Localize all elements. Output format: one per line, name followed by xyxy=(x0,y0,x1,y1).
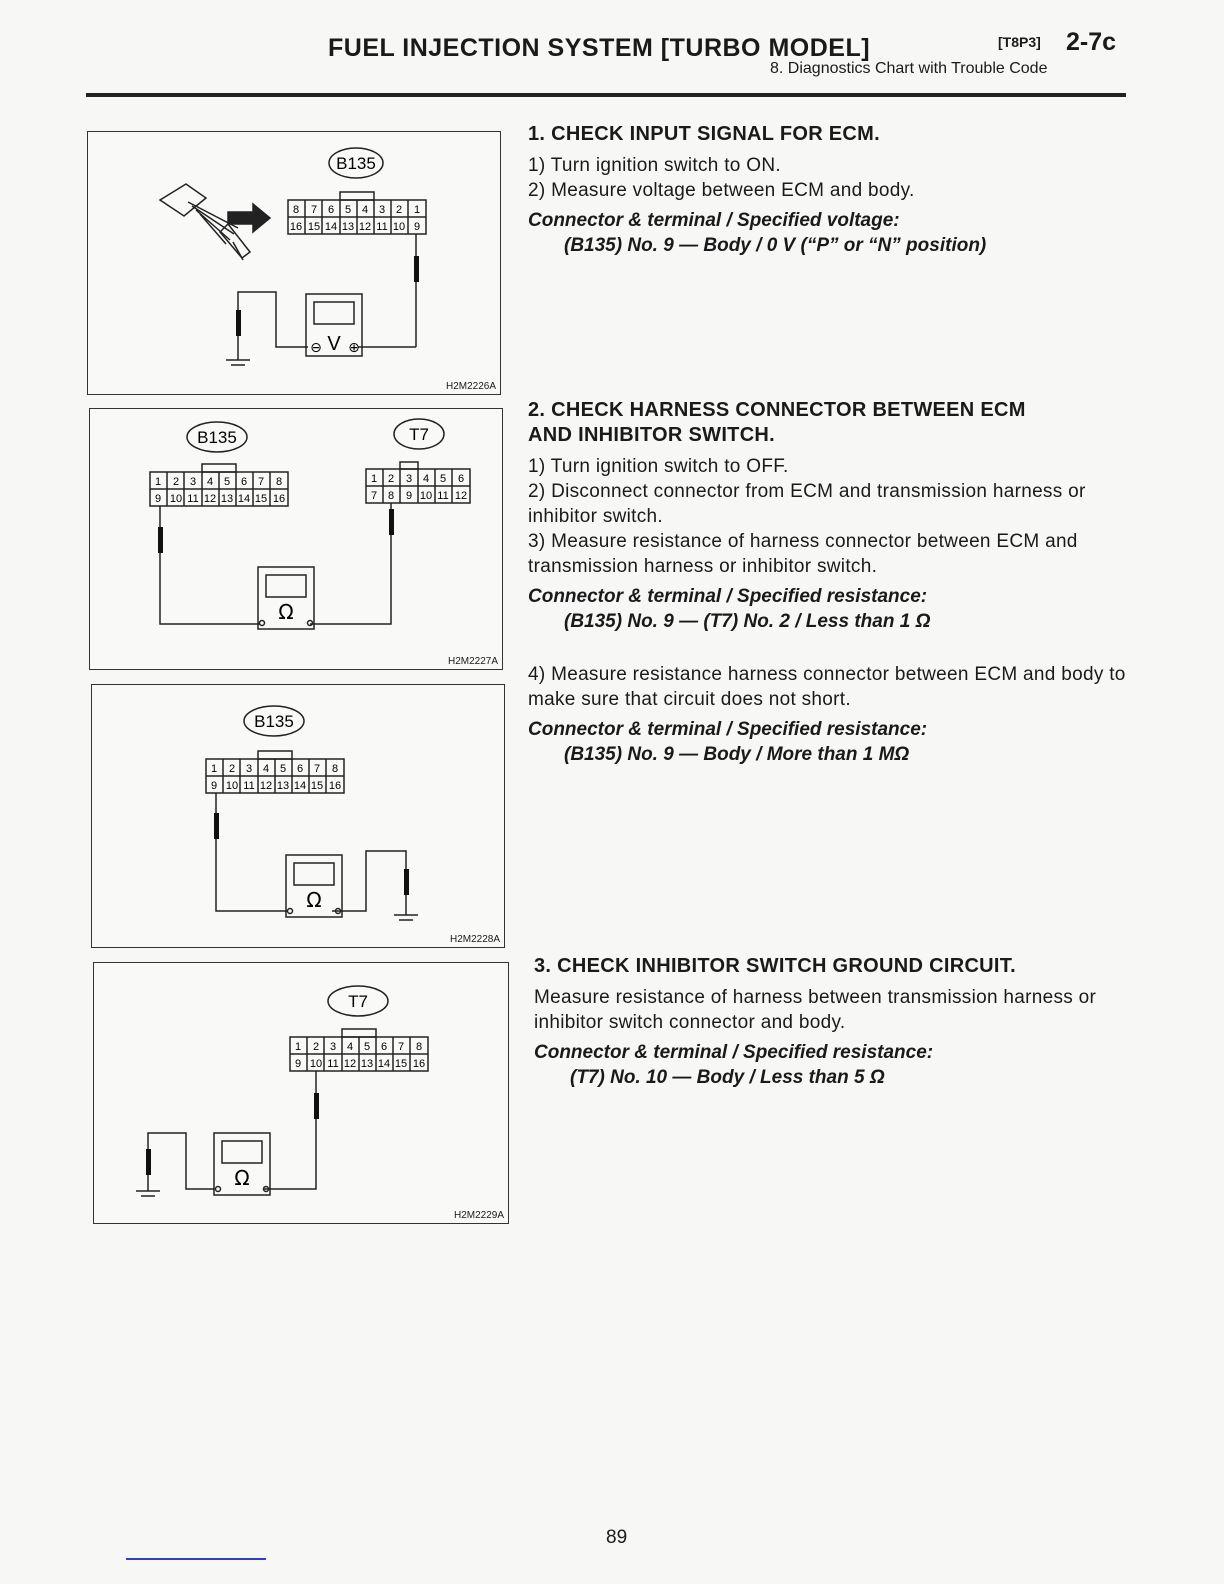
pin-label: 14 xyxy=(293,780,307,792)
pin-label: 13 xyxy=(341,221,355,233)
spec-label: Connector & terminal / Specified resistance: xyxy=(534,1042,934,1063)
spec-label: Connector & terminal / Specified resistance: xyxy=(528,586,928,607)
section-input-signal xyxy=(528,122,1128,258)
figure-id: H2M2227A xyxy=(447,656,498,667)
pin-label: 12 xyxy=(259,780,273,792)
voltage-check-diagram xyxy=(88,132,500,394)
section-heading: 1. CHECK INPUT SIGNAL FOR ECM. xyxy=(528,123,880,145)
pin-label: 1 xyxy=(413,204,421,216)
pin-label: 14 xyxy=(377,1058,391,1070)
plus-terminal-icon: ⊕ xyxy=(348,340,360,356)
pin-label: 12 xyxy=(358,221,372,233)
ground-check-diagram xyxy=(94,963,508,1223)
pin-label: 11 xyxy=(437,490,449,502)
pin-label: 13 xyxy=(276,780,290,792)
pin-label: 7 xyxy=(313,763,321,775)
step-text: 4) Measure resistance harness connector between ECM and body to make sure that circuit does not short. xyxy=(528,664,1126,710)
pin-label: 5 xyxy=(363,1041,371,1053)
pin-label: 14 xyxy=(237,493,251,505)
ohmmeter-icon: Ω xyxy=(234,1166,250,1190)
pin-label: 5 xyxy=(344,204,352,216)
pin-label: 6 xyxy=(240,476,248,488)
section-heading: 3. CHECK INHIBITOR SWITCH GROUND CIRCUIT. xyxy=(534,955,1016,977)
pin-label: 15 xyxy=(310,780,324,792)
connector-label: B135 xyxy=(254,712,294,731)
pin-label: 14 xyxy=(324,221,338,233)
pin-label: 5 xyxy=(439,473,447,485)
figure-ground-check xyxy=(93,962,509,1224)
page-number: 89 xyxy=(606,1527,628,1548)
pin-label: 7 xyxy=(257,476,265,488)
pin-label: 2 xyxy=(387,473,395,485)
pin-label: 11 xyxy=(243,780,255,792)
minus-terminal-icon: ⊖ xyxy=(310,340,322,356)
figure-id: H2M2226A xyxy=(445,381,496,392)
step-text: 3) Measure resistance of harness connector between ECM and transmission harness or inhibitor switch. xyxy=(528,531,1078,577)
pin-label: 9 xyxy=(210,780,218,792)
pin-label: 8 xyxy=(275,476,283,488)
short-check-diagram xyxy=(92,685,504,947)
spec-value: (B135) No. 9 — Body / More than 1 MΩ xyxy=(564,744,910,765)
pin-label: 10 xyxy=(309,1058,323,1070)
spec-value: (B135) No. 9 — (T7) No. 2 / Less than 1 Ω xyxy=(564,611,931,632)
pin-label: 12 xyxy=(454,490,468,502)
pin-label: 2 xyxy=(312,1041,320,1053)
connector-label: T7 xyxy=(348,992,368,1011)
pin-label: 16 xyxy=(328,780,342,792)
pin-label: 10 xyxy=(392,221,406,233)
ohmmeter-icon: Ω xyxy=(278,600,294,624)
section-code: [T8P3] xyxy=(998,34,1041,50)
figure-id: H2M2229A xyxy=(453,1210,504,1221)
footer-line xyxy=(126,1558,266,1560)
pin-label: 4 xyxy=(346,1041,354,1053)
pin-label: 8 xyxy=(415,1041,423,1053)
pin-label: 2 xyxy=(228,763,236,775)
pin-label: 4 xyxy=(361,204,369,216)
pin-label: 16 xyxy=(289,221,303,233)
step-text: 1) Turn ignition switch to ON. xyxy=(528,155,781,176)
spec-label: Connector & terminal / Specified voltage: xyxy=(528,210,900,231)
pin-label: 6 xyxy=(380,1041,388,1053)
pin-label: 16 xyxy=(272,493,286,505)
pin-label: 9 xyxy=(405,490,413,502)
pin-label: 12 xyxy=(203,493,217,505)
step-text: 2) Measure voltage between ECM and body. xyxy=(528,180,915,201)
connector-label: T7 xyxy=(409,425,429,444)
header-rule xyxy=(86,93,1126,97)
pin-label: 6 xyxy=(457,473,465,485)
connector-label: B135 xyxy=(336,154,376,173)
pin-label: 15 xyxy=(307,221,321,233)
pin-label: 4 xyxy=(422,473,430,485)
figure-id: H2M2228A xyxy=(449,934,500,945)
pin-label: 13 xyxy=(220,493,234,505)
pin-label: 5 xyxy=(223,476,231,488)
pin-label: 7 xyxy=(370,490,378,502)
pin-label: 16 xyxy=(412,1058,426,1070)
page-title: FUEL INJECTION SYSTEM [TURBO MODEL] xyxy=(328,34,871,62)
pin-label: 5 xyxy=(279,763,287,775)
pin-label: 9 xyxy=(413,221,421,233)
pin-label: 4 xyxy=(206,476,214,488)
pin-label: 12 xyxy=(343,1058,357,1070)
spec-label: Connector & terminal / Specified resistance: xyxy=(528,719,928,740)
page-subtitle: 8. Diagnostics Chart with Trouble Code xyxy=(770,60,1048,77)
pin-label: 9 xyxy=(294,1058,302,1070)
page-reference: 2-7c xyxy=(1066,28,1117,56)
pin-label: 13 xyxy=(360,1058,374,1070)
figure-short-check xyxy=(91,684,505,948)
pin-label: 10 xyxy=(225,780,239,792)
voltmeter-icon: V xyxy=(327,333,341,355)
ohmmeter-icon: Ω xyxy=(306,888,322,912)
pin-label: 3 xyxy=(245,763,253,775)
pin-label: 2 xyxy=(172,476,180,488)
pin-label: 11 xyxy=(327,1058,339,1070)
section-heading: 2. CHECK HARNESS CONNECTOR BETWEEN ECM xyxy=(528,399,1026,421)
pin-label: 10 xyxy=(419,490,433,502)
pin-label: 6 xyxy=(327,204,335,216)
section-harness-connector xyxy=(528,398,1128,767)
pin-label: 15 xyxy=(254,493,268,505)
pin-label: 4 xyxy=(262,763,270,775)
connector-label: B135 xyxy=(197,428,237,447)
spec-value: (T7) No. 10 — Body / Less than 5 Ω xyxy=(570,1067,885,1088)
pin-label: 3 xyxy=(378,204,386,216)
pin-label: 8 xyxy=(292,204,300,216)
pin-label: 8 xyxy=(331,763,339,775)
pin-label: 15 xyxy=(394,1058,408,1070)
pin-label: 7 xyxy=(397,1041,405,1053)
pin-label: 1 xyxy=(294,1041,302,1053)
pin-label: 11 xyxy=(376,221,388,233)
pin-label: 9 xyxy=(154,493,162,505)
pin-label: 11 xyxy=(187,493,199,505)
section-ground-circuit xyxy=(534,954,1134,1090)
pin-label: 3 xyxy=(189,476,197,488)
spec-value: (B135) No. 9 — Body / 0 V (“P” or “N” position) xyxy=(564,235,987,256)
step-text: 2) Disconnect connector from ECM and transmission harness or inhibitor switch. xyxy=(528,481,1086,527)
figure-harness-resistance xyxy=(89,408,503,670)
pin-label: 1 xyxy=(210,763,218,775)
pin-label: 7 xyxy=(310,204,318,216)
body-text: Measure resistance of harness between transmission harness or inhibitor switch connector and body. xyxy=(534,987,1097,1033)
figure-voltage-check xyxy=(87,131,501,395)
pin-label: 1 xyxy=(154,476,162,488)
pin-label: 3 xyxy=(405,473,413,485)
harness-resistance-diagram xyxy=(90,409,502,669)
pin-label: 3 xyxy=(329,1041,337,1053)
step-text: 1) Turn ignition switch to OFF. xyxy=(528,456,789,477)
section-heading-cont: AND INHIBITOR SWITCH. xyxy=(528,424,776,446)
pin-label: 6 xyxy=(296,763,304,775)
pin-label: 10 xyxy=(169,493,183,505)
pin-label: 8 xyxy=(387,490,395,502)
pin-label: 2 xyxy=(395,204,403,216)
pin-label: 1 xyxy=(370,473,378,485)
